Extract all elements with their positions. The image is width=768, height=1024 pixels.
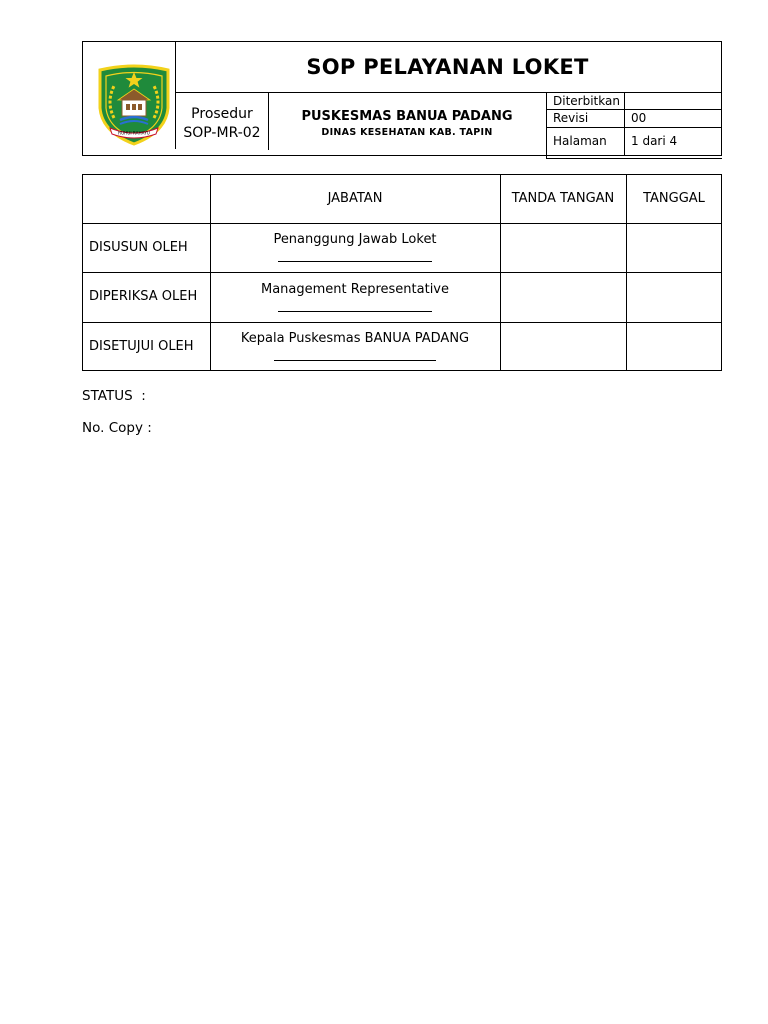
signature-underline <box>278 311 432 312</box>
header-meta-bottom-line <box>546 158 722 159</box>
table-header-blank <box>82 174 210 223</box>
header-meta-row-line <box>546 127 722 128</box>
regency-emblem-logo <box>96 62 172 146</box>
meta-value-revision: 00 <box>631 111 647 125</box>
procedure-label: Prosedur <box>191 106 253 122</box>
table-row-divider <box>82 272 722 273</box>
table-header-signature: TANDA TANGAN <box>511 191 615 206</box>
header-meta-row-line <box>546 109 722 110</box>
logo-motto-text: RUHUI RAHAYU <box>118 130 150 136</box>
table-row-role: DISETUJUI OLEH <box>89 339 194 354</box>
table-row-position: Kepala Puskesmas BANUA PADANG <box>240 331 470 346</box>
table-row-role: DIPERIKSA OLEH <box>89 289 198 304</box>
header-divider-meta <box>546 92 547 158</box>
copy-number-label: No. Copy : <box>82 420 152 436</box>
organization-name: PUSKESMAS BANUA PADANG <box>301 109 513 124</box>
meta-label-issued: Diterbitkan <box>553 94 620 108</box>
table-row-position: Management Representative <box>261 282 449 297</box>
table-row-divider <box>82 223 722 224</box>
procedure-code: SOP-MR-02 <box>183 125 261 141</box>
table-row-divider <box>82 322 722 323</box>
table-header-date: TANGGAL <box>643 191 705 206</box>
signature-underline <box>278 261 432 262</box>
table-row-position: Penanggung Jawab Loket <box>273 232 437 247</box>
document-title: SOP PELAYANAN LOKET <box>306 55 589 79</box>
header-divider-meta-value <box>624 92 625 156</box>
meta-value-page: 1 dari 4 <box>631 134 678 148</box>
table-header-position: JABATAN <box>327 191 383 206</box>
status-label: STATUS : <box>82 388 146 404</box>
department-name: DINAS KESEHATAN KAB. TAPIN <box>321 127 493 138</box>
meta-label-page: Halaman <box>553 134 607 148</box>
meta-label-revision: Revisi <box>553 111 589 125</box>
header-divider-title <box>175 92 722 93</box>
table-row-role: DISUSUN OLEH <box>89 240 188 255</box>
signature-underline <box>274 360 436 361</box>
